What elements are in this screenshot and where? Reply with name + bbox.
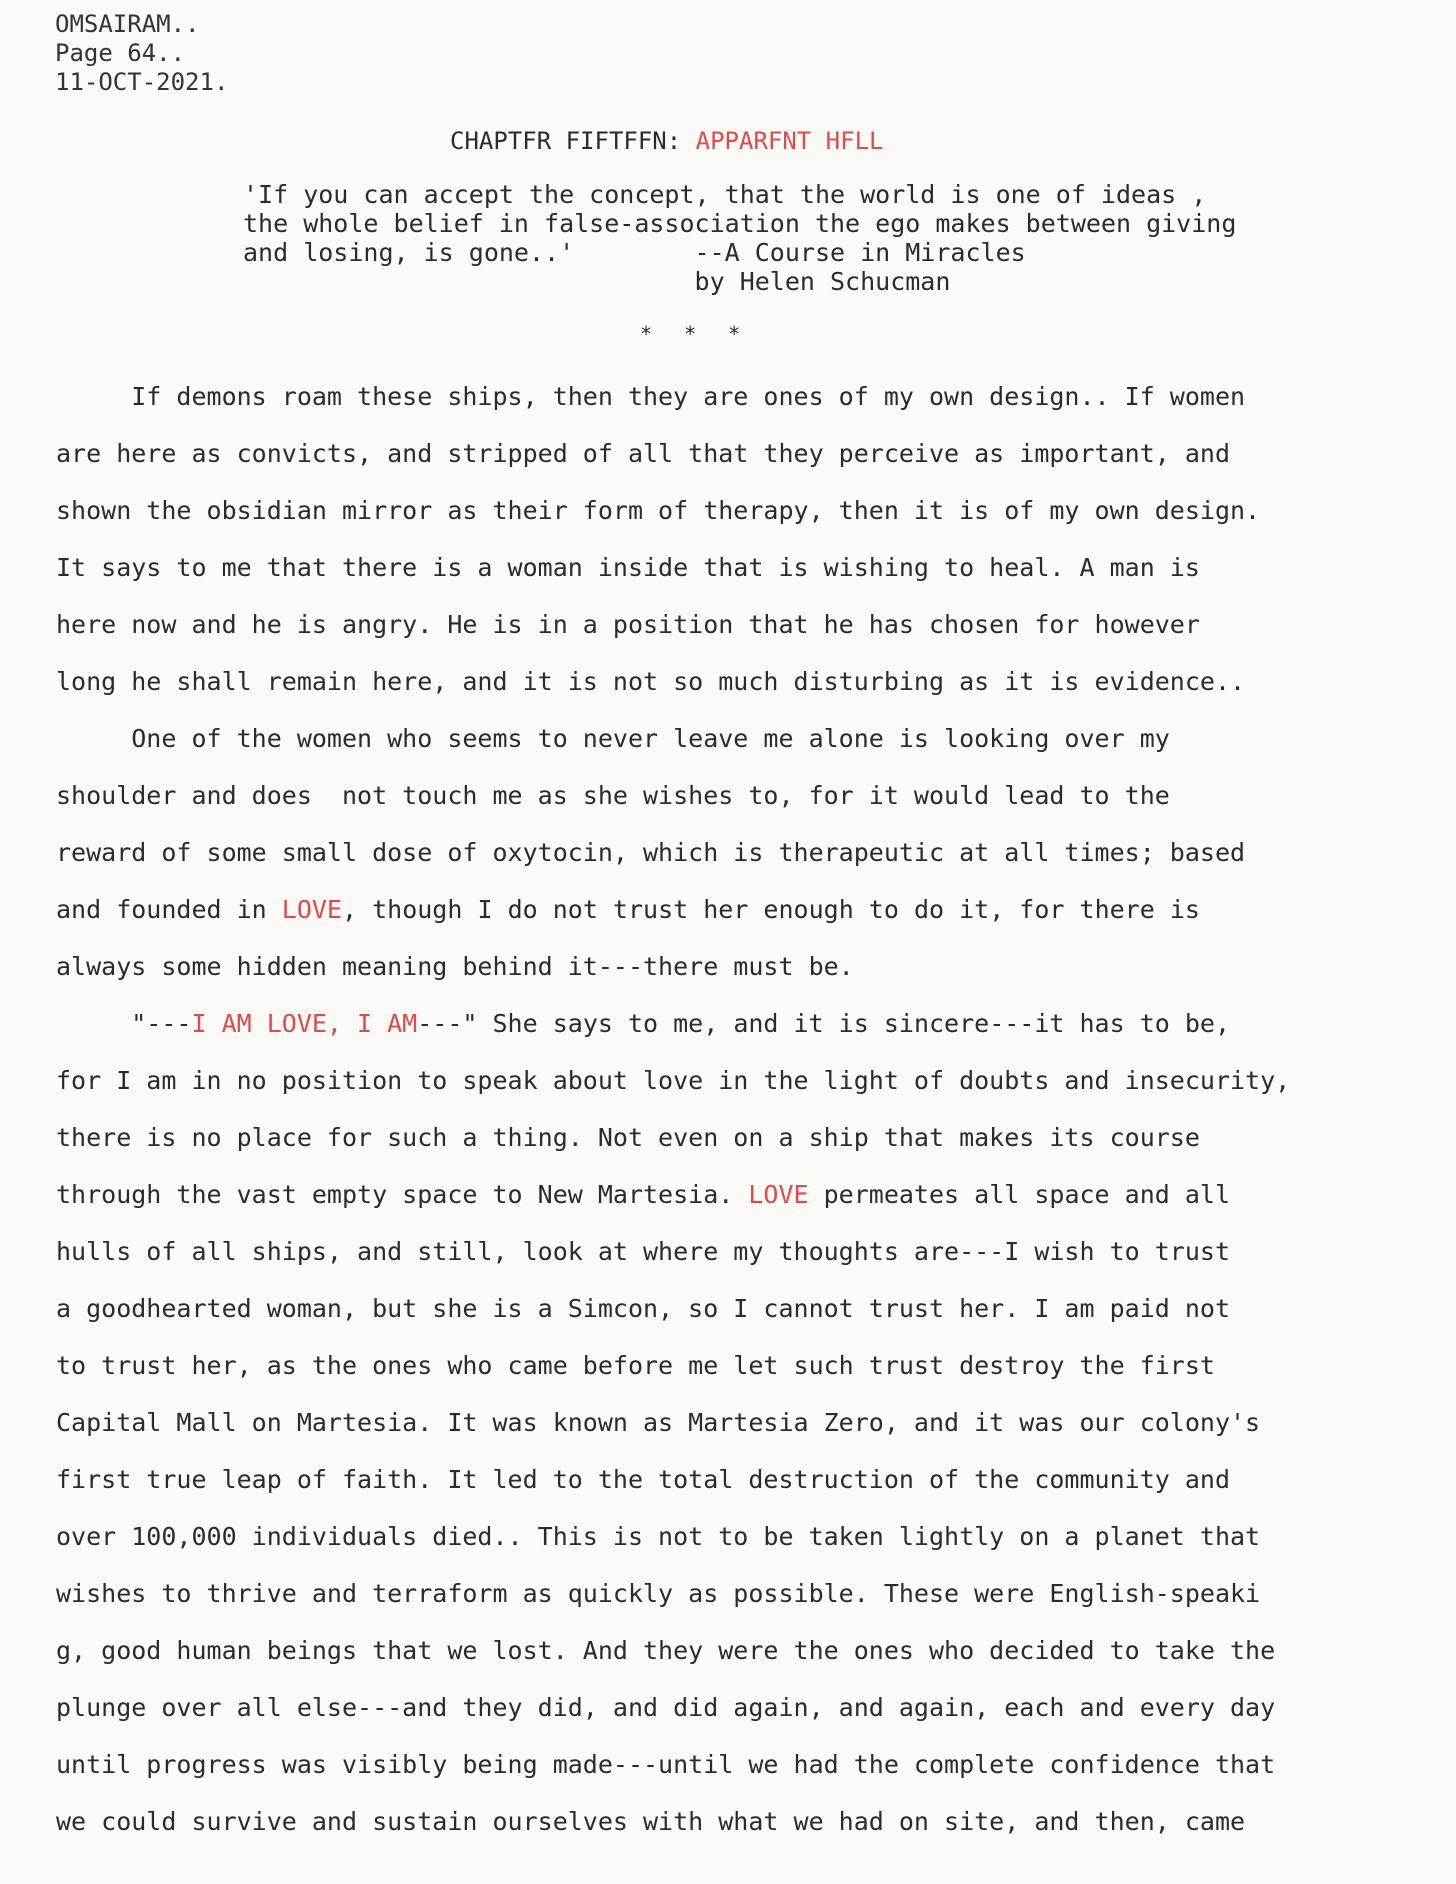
body-line: and founded in LOVE, though I do not trust her enough to do it, for there is <box>56 895 1200 924</box>
body-line: until progress was visibly being made---until we had the complete confidence that <box>56 1750 1276 1779</box>
body-line: here now and he is angry. He is in a position that he has chosen for however <box>56 610 1200 639</box>
epigraph-line: by Helen Schucman <box>243 267 951 296</box>
body-line: g, good human beings that we lost. And they were the ones who decided to take the <box>56 1636 1276 1665</box>
section-separator: * * * <box>640 322 751 346</box>
body-line: One of the women who seems to never leave me alone is looking over my <box>56 724 1170 753</box>
red-typed-word: I AM LOVE, I AM <box>191 1009 418 1038</box>
chapter-title: APPARFNT HFLL <box>695 127 884 155</box>
header-page-number: Page 64.. <box>55 39 186 67</box>
epigraph-line: 'If you can accept the concept, that the world is one of ideas , <box>243 180 1207 209</box>
body-text <box>56 379 1446 1861</box>
body-line: always some hidden meaning behind it---there must be. <box>56 952 854 981</box>
epigraph <box>243 180 1236 296</box>
red-typed-word: LOVE <box>281 895 342 924</box>
body-line: reward of some small dose of oxytocin, which is therapeutic at all times; based <box>56 838 1246 867</box>
body-line: to trust her, as the ones who came before me let such trust destroy the first <box>56 1351 1215 1380</box>
header-line-1: OMSAIRAM.. <box>55 10 200 38</box>
body-line: are here as convicts, and stripped of all that they perceive as important, and <box>56 439 1230 468</box>
body-line: over 100,000 individuals died.. This is not to be taken lightly on a planet that <box>56 1522 1261 1551</box>
epigraph-line: and losing, is gone..' --A Course in Miracles <box>243 238 1026 267</box>
body-line: hulls of all ships, and still, look at where my thoughts are---I wish to trust <box>56 1237 1230 1266</box>
epigraph-line: the whole belief in false-association the ego makes between giving <box>243 209 1237 238</box>
body-line: through the vast empty space to New Martesia. LOVE permeates all space and all <box>56 1180 1231 1209</box>
body-line: there is no place for such a thing. Not even on a ship that makes its course <box>56 1123 1200 1152</box>
body-line: plunge over all else---and they did, and did again, and again, each and every day <box>56 1693 1276 1722</box>
body-line: for I am in no position to speak about love in the light of doubts and insecurity, <box>56 1066 1291 1095</box>
body-line: long he shall remain here, and it is not so much disturbing as it is evidence.. <box>56 667 1246 696</box>
body-line: shoulder and does not touch me as she wishes to, for it would lead to the <box>56 781 1170 810</box>
chapter-heading <box>450 127 883 155</box>
body-line: a goodhearted woman, but she is a Simcon, so I cannot trust her. I am paid not <box>56 1294 1230 1323</box>
body-line: It says to me that there is a woman inside that is wishing to heal. A man is <box>56 553 1200 582</box>
body-line: shown the obsidian mirror as their form of therapy, then it is of my own design. <box>56 496 1261 525</box>
red-typed-word: LOVE <box>748 1180 809 1209</box>
body-line: wishes to thrive and terraform as quickly as possible. These were English-speaki <box>56 1579 1261 1608</box>
body-line: we could survive and sustain ourselves with what we had on site, and then, came <box>56 1807 1246 1836</box>
chapter-label: CHAPTFR FIFTFFN: <box>450 127 696 155</box>
header-date: 11-OCT-2021. <box>55 68 229 96</box>
body-line: first true leap of faith. It led to the total destruction of the community and <box>56 1465 1230 1494</box>
body-line: If demons roam these ships, then they are ones of my own design.. If women <box>56 382 1246 411</box>
body-line: "---I AM LOVE, I AM---" She says to me, and it is sincere---it has to be, <box>56 1009 1231 1038</box>
page-header <box>55 10 228 97</box>
body-line: Capital Mall on Martesia. It was known as Martesia Zero, and it was our colony's <box>56 1408 1261 1437</box>
